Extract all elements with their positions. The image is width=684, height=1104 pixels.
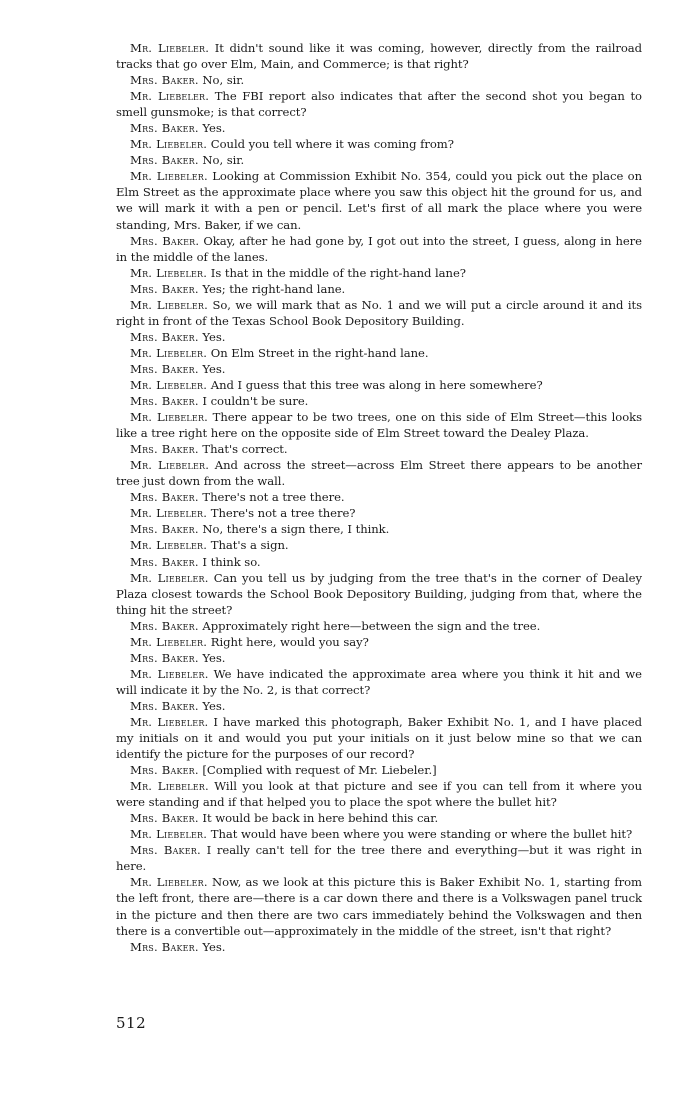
speaker-name: Mr. Liebeler. bbox=[130, 506, 208, 521]
speaker-name: Mrs. Baker. bbox=[130, 490, 199, 505]
testimony-text: And across the street—across Elm Street there appears to be another tree just down from the wall. bbox=[116, 458, 642, 489]
speaker-name: Mr. Liebeler. bbox=[130, 634, 208, 649]
testimony-text: On Elm Street in the right-hand lane. bbox=[210, 345, 429, 360]
testimony-text: Yes. bbox=[202, 939, 226, 954]
speaker-name: Mrs. Baker. bbox=[130, 361, 199, 376]
testimony-paragraph bbox=[116, 168, 642, 232]
testimony-text: And I guess that this tree was along in here somewhere? bbox=[210, 377, 543, 392]
speaker-name: Mrs. Baker. bbox=[130, 843, 201, 858]
speaker-name: Mrs. Baker. bbox=[130, 618, 199, 633]
speaker-name: Mrs. Baker. bbox=[130, 939, 199, 954]
speaker-name: Mr. Liebeler. bbox=[130, 538, 208, 553]
speaker-name: Mr. Liebeler. bbox=[130, 410, 209, 425]
testimony-paragraph bbox=[116, 826, 642, 842]
testimony-paragraph bbox=[116, 329, 642, 345]
testimony-paragraph bbox=[116, 521, 642, 537]
speaker-name: Mrs. Baker. bbox=[130, 763, 199, 778]
testimony-paragraph bbox=[116, 874, 642, 938]
testimony-text: So, we will mark that as No. 1 and we will put a circle around it and its right in front of the Texas School Book Depository Building. bbox=[116, 297, 642, 328]
testimony-text: There's not a tree there? bbox=[210, 506, 356, 521]
speaker-name: Mrs. Baker. bbox=[130, 153, 199, 168]
testimony-page bbox=[116, 40, 642, 955]
speaker-name: Mrs. Baker. bbox=[130, 394, 199, 409]
testimony-text: I couldn't be sure. bbox=[202, 394, 309, 409]
speaker-name: Mrs. Baker. bbox=[130, 554, 199, 569]
testimony-text: That's a sign. bbox=[210, 538, 289, 553]
speaker-name: Mrs. Baker. bbox=[130, 811, 199, 826]
speaker-name: Mr. Liebeler. bbox=[130, 779, 209, 794]
testimony-paragraph bbox=[116, 72, 642, 88]
testimony-paragraph bbox=[116, 537, 642, 553]
testimony-paragraph bbox=[116, 120, 642, 136]
testimony-text: No, sir. bbox=[202, 153, 245, 168]
speaker-name: Mr. Liebeler. bbox=[130, 345, 208, 360]
testimony-paragraph bbox=[116, 152, 642, 168]
testimony-text: There's not a tree there. bbox=[202, 490, 345, 505]
speaker-name: Mrs. Baker. bbox=[130, 698, 199, 713]
testimony-text: Approximately right here—between the sign and the tree. bbox=[202, 618, 541, 633]
testimony-paragraph bbox=[116, 762, 642, 778]
testimony-paragraph bbox=[116, 361, 642, 377]
testimony-text: It would be back in here behind this car. bbox=[202, 811, 439, 826]
testimony-paragraph bbox=[116, 618, 642, 634]
testimony-paragraph bbox=[116, 265, 642, 281]
speaker-name: Mr. Liebeler. bbox=[130, 875, 208, 890]
testimony-text: Now, as we look at this picture this is Baker Exhibit No. 1, starting from the left front, there are—there is a car down there and there is a Volkswagen panel truck in the picture and then there are two cars immediately behind the Volkswagen and then there is a convertible out—approximately in the middle of the street, isn't that right? bbox=[116, 875, 642, 938]
testimony-text: No, sir. bbox=[202, 73, 245, 88]
testimony-paragraph bbox=[116, 714, 642, 762]
testimony-paragraph bbox=[116, 698, 642, 714]
testimony-text: Okay, after he had gone by, I got out into the street, I guess, along in here in the middle of the lanes. bbox=[116, 233, 642, 264]
testimony-paragraph bbox=[116, 88, 642, 120]
speaker-name: Mr. Liebeler. bbox=[130, 265, 208, 280]
speaker-name: Mr. Liebeler. bbox=[130, 714, 209, 729]
speaker-name: Mrs. Baker. bbox=[130, 121, 199, 136]
testimony-paragraph bbox=[116, 842, 642, 874]
testimony-paragraph bbox=[116, 345, 642, 361]
testimony-text: That would have been where you were standing or where the bullet hit? bbox=[210, 827, 633, 842]
speaker-name: Mrs. Baker. bbox=[130, 329, 199, 344]
testimony-text: Yes. bbox=[202, 650, 226, 665]
testimony-paragraph bbox=[116, 393, 642, 409]
testimony-text: It didn't sound like it was coming, however, directly from the railroad tracks that go over Elm, Main, and Commerce; is that right? bbox=[116, 41, 643, 72]
testimony-text: There appear to be two trees, one on this side of Elm Street—this looks like a tree right here on the opposite side of Elm Street toward the Dealey Plaza. bbox=[116, 410, 642, 441]
testimony-text: That's correct. bbox=[202, 442, 288, 457]
testimony-text: Could you tell where it was coming from? bbox=[210, 137, 454, 152]
testimony-paragraph bbox=[116, 810, 642, 826]
speaker-name: Mr. Liebeler. bbox=[130, 297, 208, 312]
page-number: 512 bbox=[116, 1014, 147, 1032]
speaker-name: Mr. Liebeler. bbox=[130, 41, 210, 55]
testimony-paragraph bbox=[116, 650, 642, 666]
speaker-name: Mrs. Baker. bbox=[130, 442, 199, 457]
testimony-paragraph bbox=[116, 554, 642, 570]
testimony-text: Yes. bbox=[202, 361, 226, 376]
testimony-text: [Complied with request of Mr. Liebeler.] bbox=[202, 763, 437, 778]
testimony-text: No, there's a sign there, I think. bbox=[202, 522, 390, 537]
speaker-name: Mr. Liebeler. bbox=[130, 666, 209, 681]
testimony-paragraph bbox=[116, 409, 642, 441]
testimony-text: The FBI report also indicates that after the second shot you began to smell gunsmoke; is that correct? bbox=[116, 89, 642, 120]
testimony-text: Right here, would you say? bbox=[210, 634, 369, 649]
testimony-text: Can you tell us by judging from the tree that's in the corner of Dealey Plaza closest towards the School Book Depository Building, judging from that, where the thing hit the street? bbox=[116, 570, 642, 617]
testimony-text: Looking at Commission Exhibit No. 354, could you pick out the place on Elm Street as the approximate place where you saw this object hit the ground for us, and we will mark it with a pen or pencil. Let's first of all mark the place where you were standing, Mrs. Baker, if we can. bbox=[116, 169, 642, 232]
testimony-paragraph bbox=[116, 634, 642, 650]
testimony-paragraph bbox=[116, 297, 642, 329]
testimony-text: I think so. bbox=[202, 554, 261, 569]
testimony-text: I really can't tell for the tree there and everything—but it was right in here. bbox=[116, 843, 642, 874]
speaker-name: Mr. Liebeler. bbox=[130, 377, 208, 392]
testimony-paragraph bbox=[116, 136, 642, 152]
speaker-name: Mr. Liebeler. bbox=[130, 169, 208, 184]
speaker-name: Mr. Liebeler. bbox=[130, 137, 208, 152]
testimony-text: We have indicated the approximate area where you think it hit and we will indicate it by the No. 2, is that correct? bbox=[116, 666, 642, 697]
speaker-name: Mr. Liebeler. bbox=[130, 458, 210, 473]
testimony-text: Is that in the middle of the right-hand lane? bbox=[210, 265, 466, 280]
speaker-name: Mrs. Baker. bbox=[130, 73, 199, 88]
speaker-name: Mrs. Baker. bbox=[130, 281, 199, 296]
testimony-text: Yes. bbox=[202, 329, 226, 344]
testimony-paragraph bbox=[116, 281, 642, 297]
testimony-paragraph bbox=[116, 939, 642, 955]
testimony-text: Yes; the right-hand lane. bbox=[202, 281, 346, 296]
speaker-name: Mrs. Baker. bbox=[130, 233, 200, 248]
testimony-paragraph bbox=[116, 489, 642, 505]
speaker-name: Mr. Liebeler. bbox=[130, 827, 208, 842]
speaker-name: Mr. Liebeler. bbox=[130, 89, 210, 104]
speaker-name: Mrs. Baker. bbox=[130, 650, 199, 665]
testimony-paragraph bbox=[116, 778, 642, 810]
testimony-paragraph bbox=[116, 40, 642, 72]
testimony-paragraph bbox=[116, 377, 642, 393]
testimony-text: Will you look at that picture and see if you can tell from it where you were standing and if that helped you to place the spot where the bullet hit? bbox=[116, 779, 642, 810]
testimony-paragraph bbox=[116, 505, 642, 521]
testimony-text: Yes. bbox=[202, 121, 226, 136]
testimony-paragraph bbox=[116, 233, 642, 265]
testimony-paragraph bbox=[116, 666, 642, 698]
testimony-text: I have marked this photograph, Baker Exhibit No. 1, and I have placed my initials on it and would you put your initials on it just below mine so that we can identify the picture for the purposes of our record? bbox=[116, 714, 642, 762]
speaker-name: Mrs. Baker. bbox=[130, 522, 199, 537]
testimony-paragraph bbox=[116, 441, 642, 457]
testimony-paragraph bbox=[116, 570, 642, 618]
speaker-name: Mr. Liebeler. bbox=[130, 570, 209, 585]
testimony-text: Yes. bbox=[202, 698, 226, 713]
testimony-paragraph bbox=[116, 457, 642, 489]
